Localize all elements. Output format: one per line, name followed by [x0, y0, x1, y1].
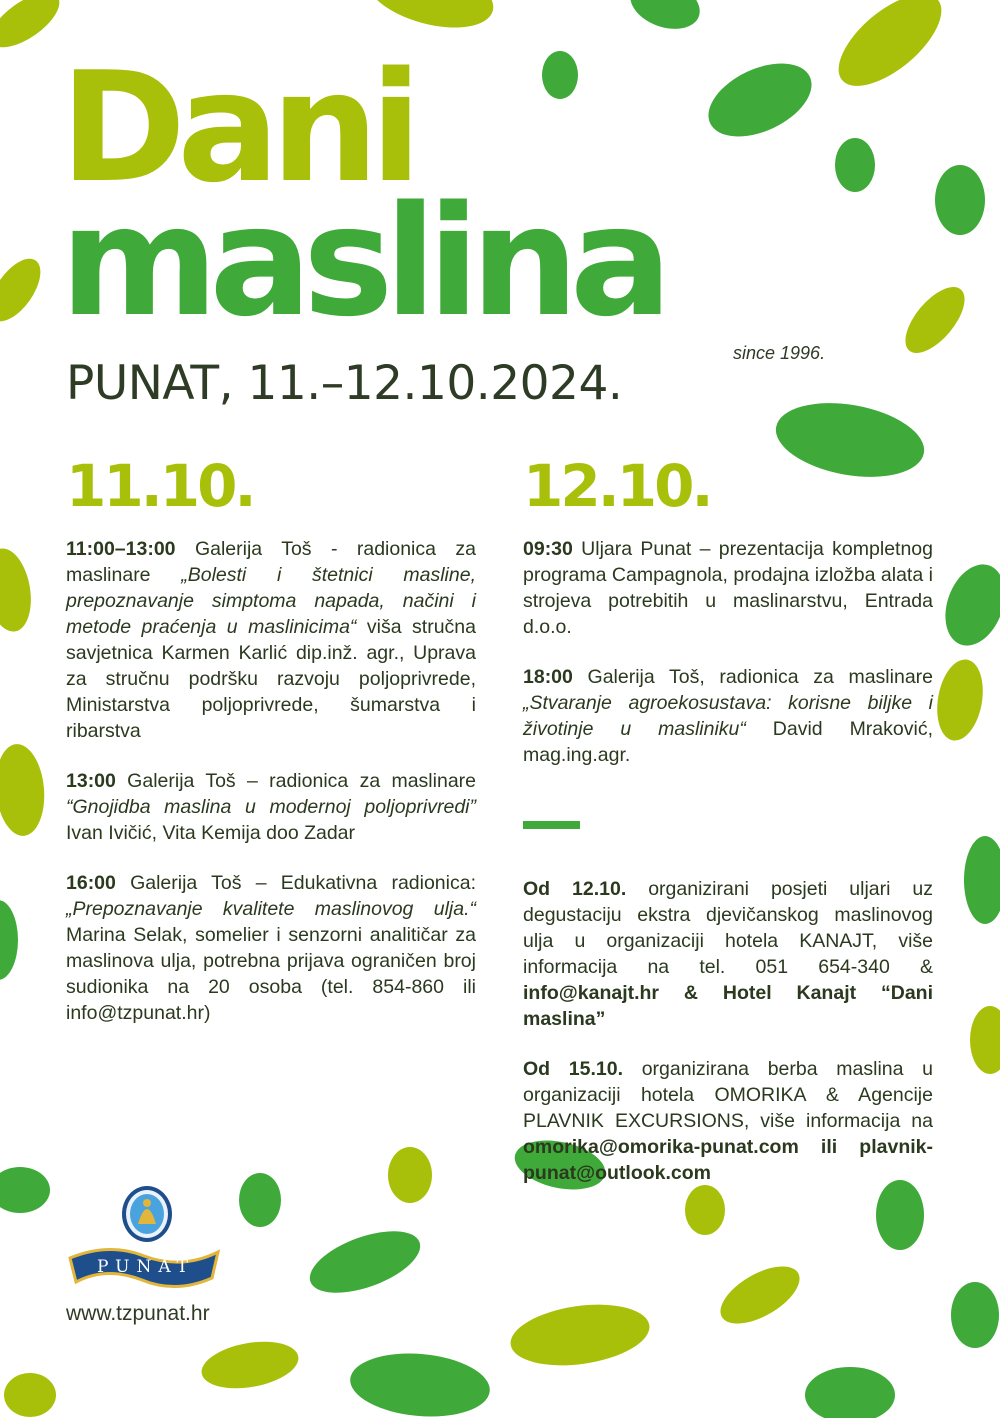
leaf-shape	[623, 0, 706, 38]
event-title: „Prepoznavanje kvalitete maslinovog ulja.“	[66, 898, 476, 920]
day1-heading: 11.10.	[66, 452, 254, 520]
leaf-shape	[239, 1173, 281, 1227]
schedule-event	[66, 870, 476, 1026]
leaf-shape	[348, 1348, 493, 1418]
event-text: viša stručna savjetnica Karmen Karlić dip.inž. agr., Uprava za stručnu podršku razvoju poljoprivrede, Ministarstva poljoprivrede, šumarstva i ribarstva	[66, 616, 476, 742]
day2-heading: 12.10.	[523, 452, 711, 520]
leaf-shape	[805, 1367, 895, 1418]
schedule-event	[523, 664, 933, 768]
section-divider	[523, 821, 580, 829]
leaf-shape	[0, 900, 18, 980]
leaf-shape	[388, 1147, 432, 1203]
punat-logo	[64, 1186, 224, 1292]
info-paragraph	[523, 876, 933, 1032]
title-line2: maslina	[60, 173, 664, 350]
leaf-shape	[711, 1255, 808, 1335]
leaf-shape	[931, 656, 989, 744]
event-title: „Bolesti i štetnici masline, prepoznavanje simptoma napada, načini i metode praćenja u maslinicima“	[66, 564, 476, 638]
event-text: Galerija Toš – Edukativna radionica:	[115, 872, 476, 894]
info-contact: info@kanajt.hr & Hotel Kanajt “Dani maslina”	[523, 982, 933, 1030]
svg-text:PUNAT: PUNAT	[96, 1257, 196, 1277]
leaf-shape	[964, 836, 1000, 924]
leaf-shape	[302, 1219, 428, 1306]
additional-info	[523, 876, 933, 1210]
info-date: Od 12.10.	[523, 878, 627, 900]
leaf-shape	[0, 545, 37, 635]
day1-schedule	[66, 536, 476, 1050]
leaf-shape	[935, 165, 985, 235]
leaf-shape	[0, 742, 48, 838]
event-text: Ivan Ivičić, Vita Kemija doo Zadar	[66, 822, 356, 844]
leaf-shape	[697, 49, 823, 152]
leaf-shape	[895, 277, 976, 363]
event-text: Galerija Toš, radionica za maslinare	[572, 666, 933, 688]
info-text: organizirani posjeti uljari uz degustaciju ekstra djevičanskog maslinovog ulja u organizaciji hotela KANAJT, više informacija na tel. 051 654-340 &	[523, 878, 933, 978]
schedule-event	[66, 536, 476, 744]
leaf-shape	[823, 0, 956, 102]
day2-schedule	[523, 536, 933, 792]
event-title: “Gnojidba maslina u modernoj poljoprivredi”	[66, 796, 476, 818]
title-line1: Dani	[60, 39, 414, 216]
event-text: Uljara Punat – prezentacija kompletnog programa Campagnola, prodajna izložba alata i strojeva potrebitih u maslinarstvu, Entrada d.o.o.	[523, 538, 933, 638]
leaf-shape	[359, 0, 500, 40]
schedule-event	[523, 536, 933, 640]
leaf-shape	[542, 51, 578, 99]
schedule-event	[66, 768, 476, 846]
info-paragraph	[523, 1056, 933, 1186]
website-link[interactable]: www.tzpunat.hr	[66, 1302, 210, 1325]
info-contact: omorika@omorika-punat.com ili plavnik-punat@outlook.com	[523, 1136, 933, 1184]
leaf-shape	[0, 1167, 50, 1213]
leaf-shape	[970, 1006, 1000, 1074]
leaf-shape	[198, 1335, 302, 1395]
leaf-shape	[835, 138, 875, 192]
event-text: Galerija Toš - radionica za maslinare	[66, 538, 476, 586]
event-time: 16:00	[66, 872, 116, 894]
event-time: 09:30	[523, 538, 573, 560]
event-title: „Stvaranje agroekosustava: korisne biljke i životinje u masliniku“	[523, 692, 933, 740]
event-time: 13:00	[66, 770, 116, 792]
event-text: Galerija Toš – radionica za maslinare	[115, 770, 476, 792]
info-date: Od 15.10.	[523, 1058, 623, 1080]
leaf-shape	[0, 250, 50, 330]
leaf-shape	[0, 0, 68, 58]
leaf-shape	[770, 393, 930, 488]
event-time: 11:00–13:00	[66, 538, 176, 560]
event-text: Marina Selak, somelier i senzorni analitičar za maslinova ulja, potrebna prijava ograničen broj sudionika na 20 osoba (tel. 854-860 ili info@tzpunat.hr)	[66, 924, 476, 1024]
event-text: David Mraković, mag.ing.agr.	[523, 718, 933, 766]
leaf-shape	[507, 1297, 654, 1374]
leaf-shape	[935, 556, 1000, 654]
event-location-dates: PUNAT, 11.–12.10.2024.	[66, 356, 623, 411]
info-text: organizirana berba maslina u organizaciji hotela OMORIKA & Agencije PLAVNIK EXCURSIONS, više informacija na	[523, 1058, 933, 1132]
leaf-shape	[951, 1282, 999, 1348]
since-label: since 1996.	[733, 343, 826, 363]
leaf-shape	[4, 1373, 56, 1417]
event-time: 18:00	[523, 666, 573, 688]
